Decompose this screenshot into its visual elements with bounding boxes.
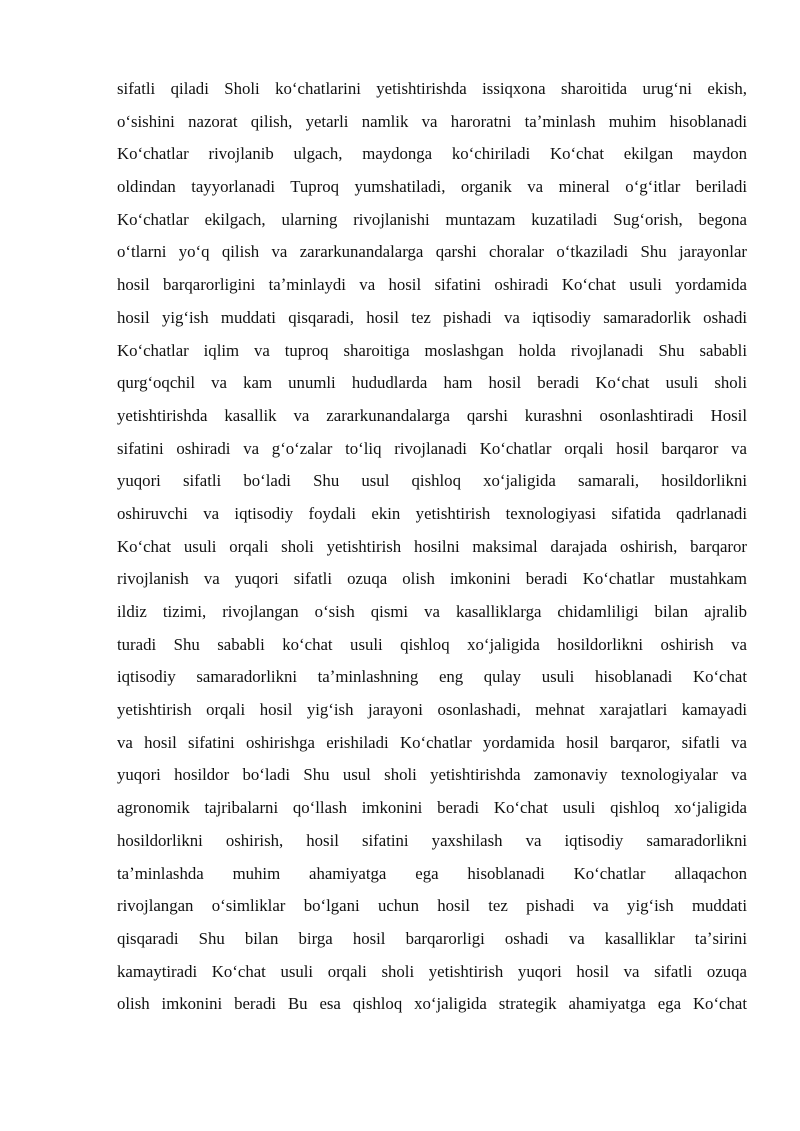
text-line: agronomik tajribalarni qoʻllash imkonini beradi Koʻchat usuli qishloq xoʻjaligida: [117, 798, 747, 818]
text-line: ildiz tizimi, rivojlangan oʻsish qismi va kasalliklarga chidamliligi bilan ajralib: [117, 602, 747, 621]
text-line: oʻtlarni yoʻq qilish va zararkunandalarga qarshi choralar oʻtkaziladi Shu jarayonlar: [117, 242, 747, 262]
text-line: hosil yigʻish muddati qisqaradi, hosil tez pishadi va iqtisodiy samaradorlik oshadi: [117, 307, 747, 327]
text-line: qurgʻoqchil va kam unumli hududlarda ham hosil beradi Koʻchat usuli sholi: [117, 373, 747, 393]
text-line: Koʻchat usuli orqali sholi yetishtirish hosilni maksimal darajada oshirish, barqaror: [117, 536, 747, 556]
text-line: sifatini oshiradi va gʻoʻzalar toʻliq rivojlanadi Koʻchatlar orqali hosil barqaror va: [117, 438, 747, 458]
text-line: olish imkonini beradi Bu esa qishloq xoʻjaligida strategik ahamiyatga ega Koʻchat: [117, 994, 747, 1014]
text-line: Koʻchatlar rivojlanib ulgach, maydonga koʻchiriladi Koʻchat ekilgan maydon: [117, 144, 747, 164]
text-line: oldindan tayyorlanadi Tuproq yumshatiladi, organik va mineral oʻgʻitlar beriladi: [117, 177, 747, 197]
text-line: qisqaradi Shu bilan birga hosil barqarorligi oshadi va kasalliklar taʼsirini: [117, 928, 747, 948]
text-line: turadi Shu sababli koʻchat usuli qishloq xoʻjaligida hosildorlikni oshirish va: [117, 634, 747, 654]
text-line: rivojlangan oʻsimliklar boʻlgani uchun hosil tez pishadi va yigʻish muddati: [117, 896, 747, 916]
text-line: va hosil sifatini oshirishga erishiladi Koʻchatlar yordamida hosil barqaror, sifatli va: [117, 732, 747, 752]
text-line: sifatli qiladi Sholi koʻchatlarini yetishtirishda issiqxona sharoitida urugʻni ekish,: [117, 79, 747, 98]
text-line: oʻsishini nazorat qilish, yetarli namlik va haroratni taʼminlash muhim hisoblanadi: [117, 111, 747, 131]
text-line: yetishtirish orqali hosil yigʻish jarayoni osonlashadi, mehnat xarajatlari kamayadi: [117, 700, 747, 720]
text-line: iqtisodiy samaradorlikni taʼminlashning eng qulay usuli hisoblanadi Koʻchat: [117, 667, 747, 687]
text-line: rivojlanish va yuqori sifatli ozuqa olish imkonini beradi Koʻchatlar mustahkam: [117, 569, 747, 589]
text-line: yuqori hosildor boʻladi Shu usul sholi yetishtirishda zamonaviy texnologiyalar va: [117, 765, 747, 785]
text-line: Koʻchatlar iqlim va tuproq sharoitiga moslashgan holda rivojlanadi Shu sababli: [117, 340, 747, 360]
text-line: taʼminlashda muhim ahamiyatga ega hisoblanadi Koʻchatlar allaqachon: [117, 863, 747, 883]
text-line: oshiruvchi va iqtisodiy foydali ekin yetishtirish texnologiyasi sifatida qadrlanadi: [117, 503, 747, 523]
text-line: hosildorlikni oshirish, hosil sifatini yaxshilash va iqtisodiy samaradorlikni: [117, 830, 747, 850]
text-line: kamaytiradi Koʻchat usuli orqali sholi yetishtirish yuqori hosil va sifatli ozuqa: [117, 961, 747, 981]
text-line: Koʻchatlar ekilgach, ularning rivojlanishi muntazam kuzatiladi Sugʻorish, begona: [117, 209, 747, 229]
text-line: hosil barqarorligini taʼminlaydi va hosil sifatini oshiradi Koʻchat usuli yordamida: [117, 275, 747, 295]
text-line: yuqori sifatli boʻladi Shu usul qishloq xoʻjaligida samarali, hosildorlikni: [117, 471, 747, 491]
text-line: yetishtirishda kasallik va zararkunandalarga qarshi kurashni osonlashtiradi Hosil: [117, 405, 747, 425]
body-text: [117, 73, 747, 1021]
